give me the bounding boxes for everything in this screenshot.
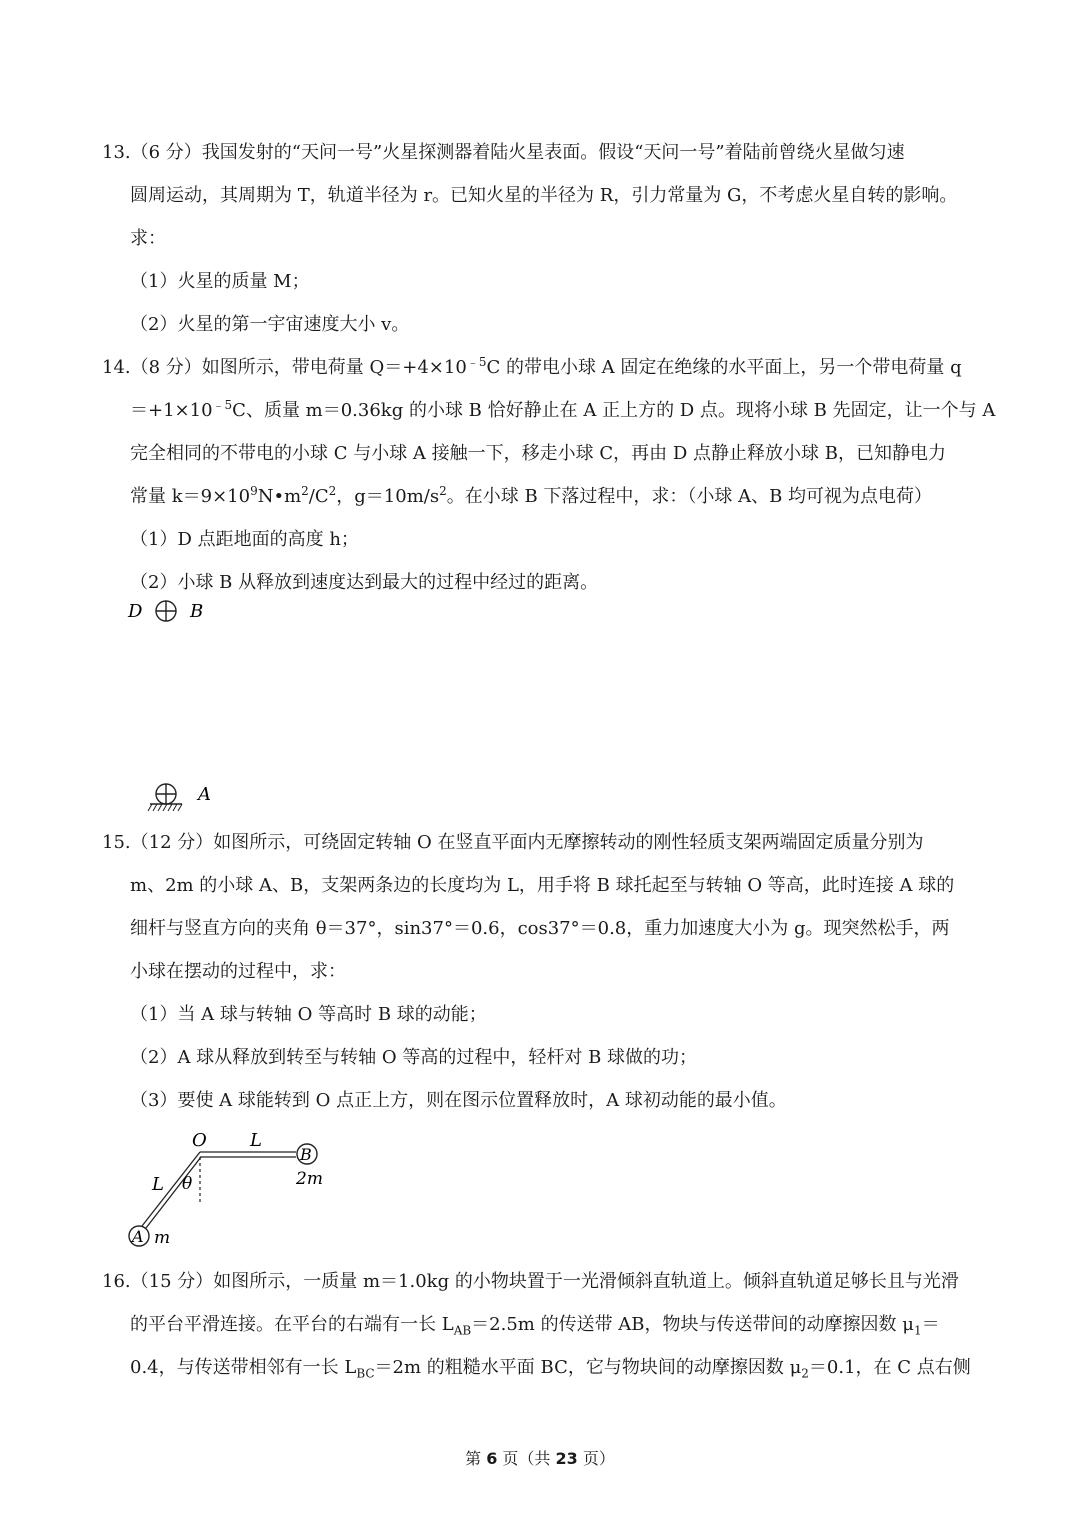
ball-b [156, 601, 176, 621]
q14-fig-label-a: A [198, 784, 211, 805]
q14-fig-label-d: D [128, 601, 143, 622]
q15-fig-label-l-top: L [250, 1130, 262, 1151]
q15-figure [120, 1126, 340, 1256]
q16-line3: 0.4，与传送带相邻有一长 $L_{BC}=2m$ 的粗糙水平面 BC，它与物块间的动摩擦因数 $\mu_2=0.1$，在 C 点右侧 [130, 1357, 971, 1381]
q15-line4: 小球在摆动的过程中，求： [130, 961, 346, 982]
page-number: 6 [486, 1449, 498, 1468]
q15-sub1: （1）当 A 球与转轴 O 等高时 B 球的动能； [130, 1004, 487, 1025]
q15-line3: 细杆与竖直方向的夹角 θ＝37°，sin37°＝0.6，cos37°＝0.8，重力加速度大小为 g。现突然松手，两 [130, 918, 950, 939]
q15-fig-label-b: B [300, 1145, 312, 1164]
q15-fig-label-m: m [154, 1228, 171, 1248]
q14-fig-label-b: B [190, 601, 204, 622]
q14-line1: 14.（8 分）如图所示，带电荷量 $Q=+4\times 10^{﹣5}C$ 的带电小球 A 固定在绝缘的水平面上，另一个带电荷量 q [102, 355, 962, 378]
q13-sub1: （1）火星的质量 M； [130, 271, 310, 292]
q16-line1: 16.（15 分）如图所示，一质量 m＝1.0kg 的小物块置于一光滑倾斜直轨道上。倾斜直轨道足够长且与光滑 [102, 1271, 959, 1292]
page-footer: 第 6 页（共 23 页） [465, 1449, 615, 1468]
q15-sub3: （3）要使 A 球能转到 O 点正上方，则在图示位置释放时，A 球初动能的最小值。 [130, 1090, 787, 1111]
q15-fig-label-a: A [132, 1227, 144, 1246]
q13-line2: 圆周运动，其周期为 T，轨道半径为 r。已知火星的半径为 R，引力常量为 G，不考虑火星自转的影响。 [130, 185, 958, 206]
total-pages: 23 [555, 1449, 578, 1468]
q15-fig-label-o: O [192, 1130, 207, 1151]
ball-a [156, 784, 176, 804]
q14-line2: $=+1\times 10^{﹣5}C$、质量 m＝0.36kg 的小球 B 恰好静止在 A 正上方的 D 点。现将小球 B 先固定，让一个与 A [130, 398, 996, 421]
q15-sub2: （2）A 球从释放到转至与转轴 O 等高的过程中，轻杆对 B 球做的功； [130, 1047, 698, 1068]
q15-line1: 15.（12 分）如图所示，可绕固定转轴 O 在竖直平面内无摩擦转动的刚性轻质支架两端固定质量分别为 [102, 832, 924, 853]
ground-hatch [148, 804, 182, 811]
q15-fig-label-2m: 2m [296, 1169, 323, 1189]
q16-line2: 的平台平滑连接。在平台的右端有一长 $L_{AB}=2.5m$ 的传送带 AB，物块与传送带间的动摩擦因数 $\mu_1=$ [130, 1314, 940, 1338]
q14-line3: 完全相同的不带电的小球 C 与小球 A 接触一下，移走小球 C，再由 D 点静止释放小球 B，已知静电力 [130, 443, 946, 464]
q15-line2: m、2m 的小球 A、B，支架两条边的长度均为 L，用手将 B 球托起至与转轴 O 等高，此时连接 A 球的 [130, 875, 955, 896]
q13-line1: 13.（6 分）我国发射的“天问一号”火星探测器着陆火星表面。假设“天问一号”着陆前曾绕火星做匀速 [102, 142, 905, 163]
q15-fig-label-l-left: L [152, 1174, 164, 1195]
q13-sub2: （2）火星的第一宇宙速度大小 v。 [130, 314, 410, 335]
q14-sub2: （2）小球 B 从释放到速度达到最大的过程中经过的距离。 [130, 572, 599, 593]
q14-sub1: （1）D 点距地面的高度 h； [130, 529, 359, 550]
q14-figure [120, 595, 240, 830]
q15-fig-label-theta: θ [182, 1174, 193, 1194]
q14-line4: 常量 $k=9\times 10^9N•m^2/C^2$，$g=10m/s^2$。在小球 B 下落过程中，求：（小球 A、B 均可视为点电荷） [130, 484, 933, 507]
rod-ob [200, 1152, 296, 1157]
q13-line3: 求： [130, 228, 166, 249]
